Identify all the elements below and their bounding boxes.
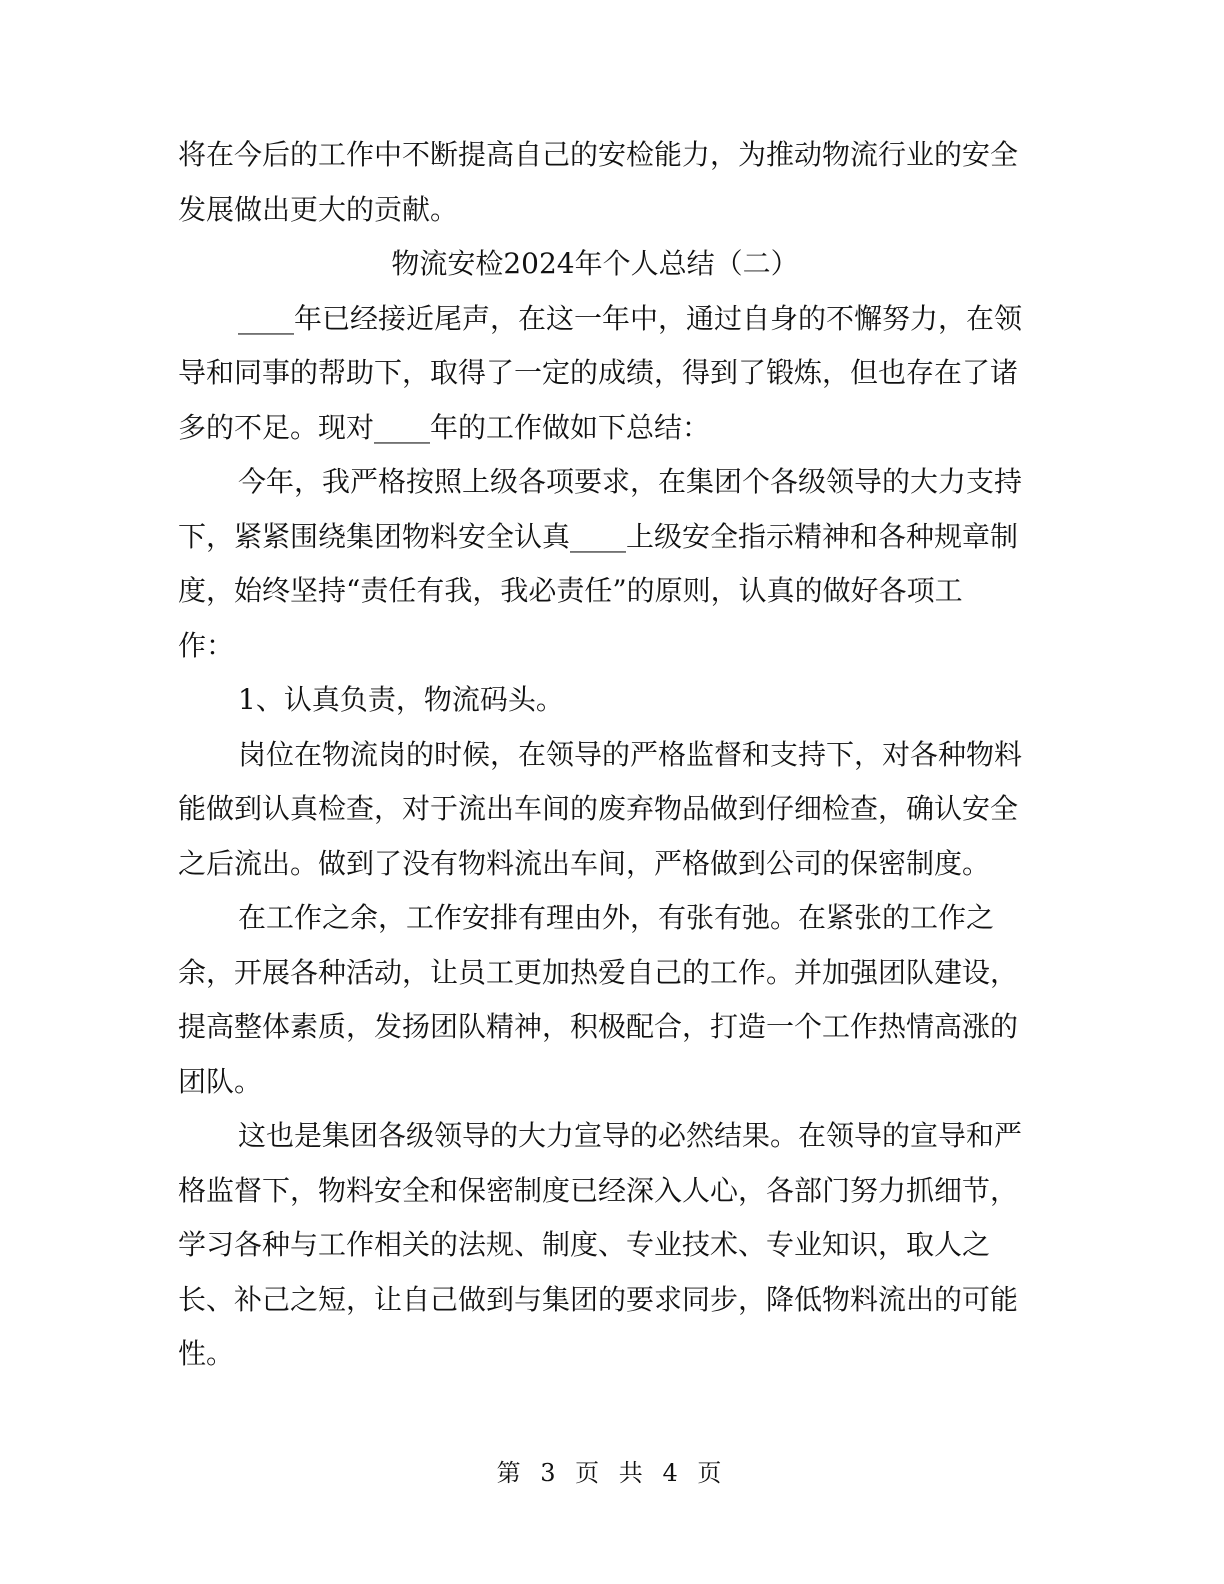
text-line: 性。: [178, 1337, 235, 1370]
section-title: 物流安检2024年个人总结（二）: [391, 247, 799, 280]
text-line: 余，开展各种活动，让员工更加热爱自己的工作。并加强团队建设，: [178, 955, 1019, 989]
text-line: 岗位在物流岗的时候，在领导的严格监督和支持下，对各种物料: [238, 737, 1023, 771]
text-line: 能做到认真检查，对于流出车间的废弃物品做到仔细检查，确认安全: [178, 792, 1019, 825]
document-body: [178, 128, 1048, 1382]
text-line: 多的不足。现对____年的工作做如下总结：: [178, 410, 711, 444]
paragraph: [178, 455, 1048, 673]
text-line: 提高整体素质，发扬团队精神，积极配合，打造一个工作热情高涨的: [178, 1010, 1019, 1043]
intro-paragraph: [178, 128, 1048, 237]
paragraph: [178, 292, 1048, 456]
paragraph: [178, 673, 1048, 728]
text-line: 团队。: [178, 1064, 263, 1098]
text-line: 作：: [178, 628, 235, 662]
text-line: ____年已经接近尾声，在这一年中，通过自身的不懈努力，在领: [238, 301, 1023, 335]
text-line: 长、补己之短，让自己做到与集团的要求同步，降低物料流出的可能: [178, 1282, 1019, 1316]
paragraph: [178, 1109, 1048, 1382]
text-line: 导和同事的帮助下，取得了一定的成绩，得到了锻炼，但也存在了诸: [178, 356, 1019, 389]
text-line: 学习各种与工作相关的法规、制度、专业技术、专业知识，取人之: [178, 1228, 991, 1261]
list-heading: 1、认真负责，物流码头。: [238, 683, 564, 716]
text-line: 将在今后的工作中不断提高自己的安检能力，为推动物流行业的安全: [178, 138, 1019, 171]
paragraph: [178, 728, 1048, 892]
text-line: 下，紧紧围绕集团物料安全认真____上级安全指示精神和各种规章制: [178, 519, 1019, 553]
text-line: 发展做出更大的贡献。: [178, 192, 459, 226]
paragraph: [178, 891, 1048, 1109]
text-line: 之后流出。做到了没有物料流出车间，严格做到公司的保密制度。: [178, 846, 991, 880]
page-footer: 第 3 页 共 4 页: [496, 1459, 728, 1487]
text-line: 在工作之余，工作安排有理由外，有张有弛。在紧张的工作之: [238, 901, 995, 934]
text-line: 格监督下，物料安全和保密制度已经深入人心，各部门努力抓细节，: [178, 1173, 1019, 1207]
text-line: 度，始终坚持“责任有我，我必责任”的原则，认真的做好各项工: [178, 574, 963, 607]
text-line: 这也是集团各级领导的大力宣导的必然结果。在领导的宣导和严: [238, 1119, 1023, 1152]
text-line: 今年，我严格按照上级各项要求，在集团个各级领导的大力支持: [238, 465, 1023, 498]
